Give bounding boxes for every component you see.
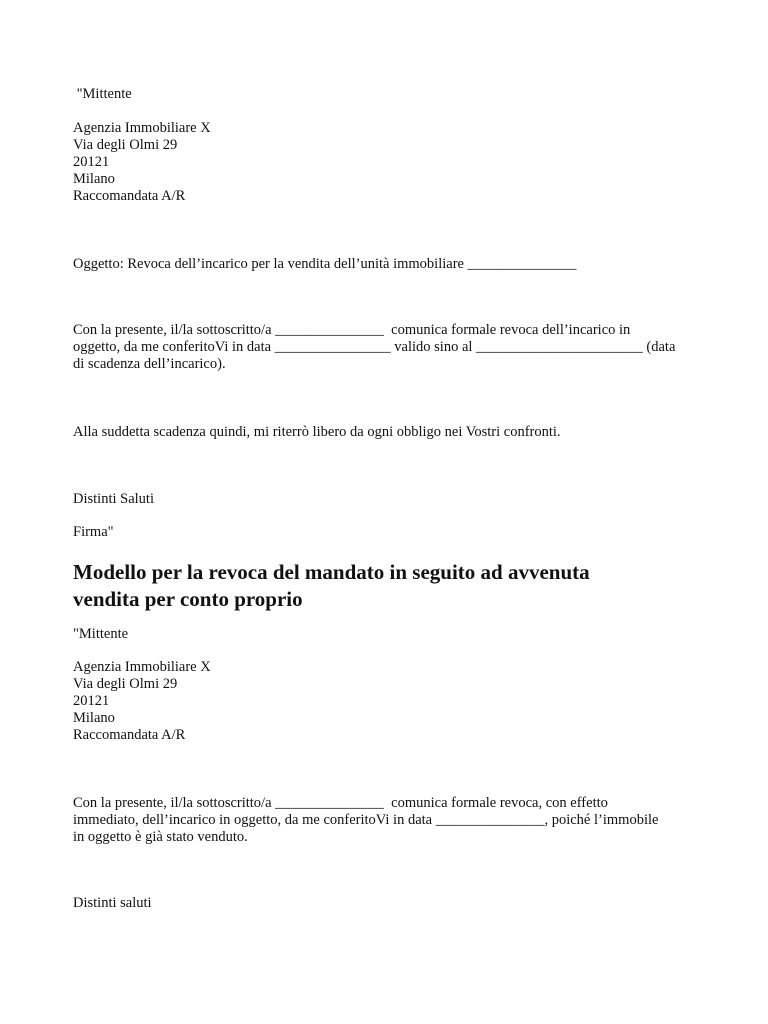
address-line: Milano <box>73 171 115 187</box>
sender-address <box>73 659 698 744</box>
body-line: oggetto, da me conferitoVi in data ________________ valido sino al _______________________ (data <box>73 339 676 355</box>
address-line: Via degli Olmi 29 <box>73 137 178 153</box>
sender-label: "Mittente <box>73 86 132 102</box>
letter-subject: Oggetto: Revoca dell’incarico per la vendita dell’unità immobiliare _______________ <box>73 256 577 272</box>
address-line: 20121 <box>73 693 110 709</box>
address-line: Raccomandata A/R <box>73 188 186 204</box>
address-line: Agenzia Immobiliare X <box>73 659 211 675</box>
body-line: di scadenza dell’incarico). <box>73 356 226 372</box>
heading-line: Modello per la revoca del mandato in seguito ad avvenuta <box>73 560 590 584</box>
address-line: Milano <box>73 710 115 726</box>
signature: Firma" <box>73 524 114 540</box>
greeting: Distinti Saluti <box>73 491 154 507</box>
address-line: 20121 <box>73 154 110 170</box>
closing-statement: Alla suddetta scadenza quindi, mi riterrò libero da ogni obbligo nei Vostri confronti. <box>73 424 561 440</box>
sender-address <box>73 120 698 205</box>
address-line: Agenzia Immobiliare X <box>73 120 211 136</box>
letter-body <box>73 795 698 846</box>
heading-line: vendita per conto proprio <box>73 587 303 611</box>
greeting: Distinti saluti <box>73 895 152 911</box>
letter-body <box>73 322 698 373</box>
address-line: Raccomandata A/R <box>73 727 186 743</box>
sender-label: "Mittente <box>73 626 129 642</box>
body-line: Con la presente, il/la sottoscritto/a _______________ comunica formale revoca dell’incarico in <box>73 322 631 338</box>
body-line: in oggetto è già stato venduto. <box>73 829 248 845</box>
body-line: immediato, dell’incarico in oggetto, da me conferitoVi in data _______________, poiché l’immobile <box>73 812 659 828</box>
section-heading <box>73 559 713 613</box>
body-line: Con la presente, il/la sottoscritto/a _______________ comunica formale revoca, con effetto <box>73 795 608 811</box>
address-line: Via degli Olmi 29 <box>73 676 178 692</box>
